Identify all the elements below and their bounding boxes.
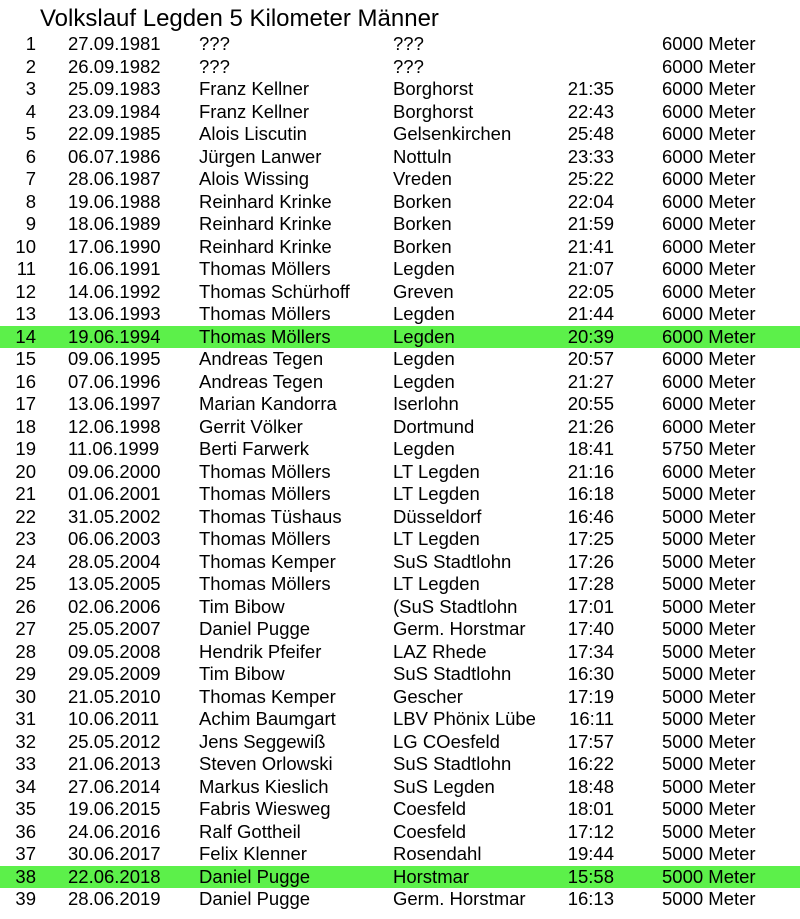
race-distance: 6000 Meter [662, 123, 756, 144]
race-distance: 6000 Meter [662, 325, 756, 347]
race-date: 09.06.1995 [68, 348, 161, 369]
race-distance: 6000 Meter [662, 168, 756, 189]
winner-name: Thomas Tüshaus [199, 505, 342, 527]
table-row [0, 888, 800, 911]
row-number: 14 [15, 325, 36, 347]
race-date: 25.09.1983 [68, 78, 161, 99]
race-date: 24.06.2016 [68, 820, 161, 842]
table-row [0, 506, 800, 529]
race-distance: 5000 Meter [662, 775, 756, 797]
table-row [0, 393, 800, 416]
table-row [0, 438, 800, 461]
winner-name: Daniel Pugge [199, 865, 311, 887]
race-date: 29.05.2009 [68, 663, 161, 684]
winner-club: Legden [393, 258, 455, 279]
winner-name: Fabris Wiesweg [199, 798, 331, 819]
row-number: 31 [15, 708, 36, 729]
race-distance: 5000 Meter [662, 843, 756, 864]
row-number: 1 [25, 33, 36, 54]
row-number: 4 [25, 100, 36, 122]
row-number: 10 [15, 235, 36, 257]
winner-name: Andreas Tegen [199, 348, 324, 369]
winner-name: Reinhard Krinke [199, 213, 332, 234]
table-row [0, 843, 800, 866]
row-number: 23 [15, 528, 36, 549]
race-distance: 6000 Meter [662, 393, 756, 414]
winner-name: Tim Bibow [199, 663, 285, 684]
race-date: 31.05.2002 [68, 505, 161, 527]
finish-time: 16:18 [567, 483, 614, 504]
race-date: 13.06.1993 [68, 303, 161, 324]
finish-time: 17:26 [567, 550, 614, 572]
race-date: 30.06.2017 [68, 843, 161, 864]
row-number: 24 [15, 550, 36, 572]
race-distance: 6000 Meter [662, 190, 756, 212]
table-row [0, 483, 800, 506]
finish-time: 17:40 [567, 618, 614, 639]
row-number: 11 [16, 258, 36, 279]
winner-club: Coesfeld [393, 798, 467, 819]
race-distance: 5000 Meter [662, 505, 756, 527]
winner-name: Achim Baumgart [199, 708, 336, 729]
race-distance: 6000 Meter [662, 460, 756, 482]
row-number: 6 [25, 145, 36, 167]
race-date: 22.09.1985 [68, 123, 161, 144]
winner-club: ??? [393, 33, 424, 54]
race-date: 23.09.1984 [68, 100, 161, 122]
winner-name: Thomas Möllers [199, 303, 331, 324]
race-distance: 5000 Meter [662, 483, 756, 504]
race-distance: 5000 Meter [662, 618, 756, 639]
winner-club: Greven [393, 280, 454, 302]
finish-time: 22:43 [567, 100, 614, 122]
row-number: 37 [15, 843, 36, 864]
winner-name: Thomas Möllers [199, 460, 331, 482]
row-number: 25 [15, 573, 36, 594]
table-row [0, 753, 800, 776]
race-date: 01.06.2001 [68, 483, 161, 504]
race-date: 27.06.2014 [68, 775, 161, 797]
finish-time: 21:27 [567, 370, 614, 392]
race-date: 16.06.1991 [68, 258, 161, 279]
row-number: 16 [15, 370, 36, 392]
row-number: 2 [25, 55, 36, 77]
race-distance: 5000 Meter [662, 753, 756, 774]
race-distance: 5000 Meter [662, 528, 756, 549]
finish-time: 18:01 [567, 798, 614, 819]
row-number: 33 [15, 753, 36, 774]
winner-club: SuS Stadtlohn [393, 663, 512, 684]
winner-club: Düsseldorf [393, 505, 482, 527]
race-distance: 6000 Meter [662, 280, 756, 302]
winner-name: Felix Klenner [199, 843, 307, 864]
winner-club: Vreden [393, 168, 452, 189]
table-row [0, 101, 800, 124]
winner-name: Thomas Möllers [199, 573, 331, 594]
row-number: 8 [25, 190, 36, 212]
winner-club: Rosendahl [393, 843, 482, 864]
row-number: 17 [15, 393, 36, 414]
finish-time: 18:41 [567, 438, 614, 459]
table-row [0, 731, 800, 754]
winner-name: Gerrit Völker [199, 415, 303, 437]
table-row [0, 281, 800, 304]
race-date: 10.06.2011 [68, 708, 160, 729]
winner-club: Iserlohn [393, 393, 459, 414]
row-number: 22 [15, 505, 36, 527]
winner-name: Daniel Pugge [199, 888, 311, 909]
row-number: 30 [15, 685, 36, 707]
row-number: 29 [15, 663, 36, 684]
race-distance: 6000 Meter [662, 100, 756, 122]
finish-time: 17:57 [567, 730, 614, 752]
row-number: 36 [15, 820, 36, 842]
row-number: 34 [15, 775, 36, 797]
winner-club: LT Legden [393, 460, 480, 482]
winner-club: LT Legden [393, 528, 480, 549]
winner-club: ??? [393, 55, 424, 77]
winner-name: Franz Kellner [199, 100, 310, 122]
finish-time: 21:44 [567, 303, 614, 324]
finish-time: 18:48 [567, 775, 614, 797]
race-date: 07.06.1996 [68, 370, 161, 392]
race-distance: 5000 Meter [662, 573, 756, 594]
finish-time: 15:58 [567, 865, 614, 887]
row-number: 5 [25, 123, 36, 144]
race-date: 14.06.1992 [68, 280, 161, 302]
finish-time: 21:26 [567, 415, 614, 437]
winner-club: Borken [393, 190, 452, 212]
race-date: 25.05.2007 [68, 618, 161, 639]
winner-name: Alois Liscutin [199, 123, 307, 144]
table-row [0, 528, 800, 551]
finish-time: 23:33 [567, 145, 614, 167]
race-date: 06.07.1986 [68, 145, 161, 167]
winner-club: Gelsenkirchen [393, 123, 512, 144]
race-date: 09.05.2008 [68, 640, 161, 662]
winner-name: Thomas Schürhoff [199, 280, 350, 302]
race-distance: 6000 Meter [662, 258, 756, 279]
winner-club: Germ. Horstmar [393, 888, 526, 909]
finish-time: 17:25 [567, 528, 614, 549]
winner-name: Thomas Möllers [199, 325, 331, 347]
table-row [0, 618, 800, 641]
row-number: 12 [15, 280, 36, 302]
race-date: 12.06.1998 [68, 415, 161, 437]
table-row [0, 573, 800, 596]
winner-name: Tim Bibow [199, 595, 285, 617]
finish-time: 16:22 [567, 753, 614, 774]
finish-time: 17:19 [567, 685, 614, 707]
winner-club: LT Legden [393, 483, 480, 504]
race-distance: 6000 Meter [662, 55, 756, 77]
race-date: 06.06.2003 [68, 528, 161, 549]
row-number: 35 [15, 798, 36, 819]
winner-name: Hendrik Pfeifer [199, 640, 322, 662]
race-distance: 6000 Meter [662, 303, 756, 324]
finish-time: 16:46 [567, 505, 614, 527]
winner-name: Berti Farwerk [199, 438, 309, 459]
winner-name: Jürgen Lanwer [199, 145, 322, 167]
winner-name: Daniel Pugge [199, 618, 311, 639]
finish-time: 21:41 [567, 235, 614, 257]
table-row [0, 461, 800, 484]
winner-name: ??? [199, 33, 230, 54]
table-row [0, 776, 800, 799]
race-date: 28.06.1987 [68, 168, 161, 189]
table-row [0, 56, 800, 79]
race-distance: 5000 Meter [662, 888, 756, 909]
finish-time: 19:44 [567, 843, 614, 864]
winner-club: Dortmund [393, 415, 475, 437]
table-row [0, 33, 800, 56]
winner-name: Thomas Möllers [199, 258, 331, 279]
race-distance: 6000 Meter [662, 370, 756, 392]
winner-name: Thomas Kemper [199, 550, 336, 572]
finish-time: 21:59 [567, 213, 614, 234]
race-date: 02.06.2006 [68, 595, 161, 617]
winner-club: Nottuln [393, 145, 452, 167]
winner-club: SuS Legden [393, 775, 495, 797]
winner-club: Horstmar [393, 865, 470, 887]
race-date: 11.06.1999 [68, 438, 160, 459]
table-row [0, 551, 800, 574]
race-distance: 5750 Meter [662, 438, 756, 459]
row-number: 15 [15, 348, 36, 369]
finish-time: 17:01 [567, 595, 614, 617]
table-row [0, 708, 800, 731]
race-date: 19.06.1988 [68, 190, 161, 212]
race-date: 13.06.1997 [68, 393, 161, 414]
table-row [0, 596, 800, 619]
page-title: Volkslauf Legden 5 Kilometer Männer [40, 5, 439, 32]
winner-name: Ralf Gottheil [199, 820, 301, 842]
finish-time: 22:05 [567, 280, 614, 302]
row-number: 39 [15, 888, 36, 909]
winner-name: Alois Wissing [199, 168, 309, 189]
race-distance: 6000 Meter [662, 33, 756, 54]
table-row [0, 191, 800, 214]
row-number: 19 [15, 438, 36, 459]
winner-club: LBV Phönix Lübe [393, 708, 536, 729]
race-date: 22.06.2018 [68, 865, 161, 887]
race-distance: 5000 Meter [662, 550, 756, 572]
winner-name: Thomas Möllers [199, 483, 331, 504]
winner-club: Borghorst [393, 78, 474, 99]
table-row [0, 168, 800, 191]
race-distance: 5000 Meter [662, 640, 756, 662]
winner-name: Markus Kieslich [199, 775, 329, 797]
winner-name: Thomas Möllers [199, 528, 331, 549]
race-distance: 6000 Meter [662, 415, 756, 437]
row-number: 13 [15, 303, 36, 324]
winner-club: Legden [393, 348, 455, 369]
finish-time: 25:22 [567, 168, 614, 189]
winner-club: (SuS Stadtlohn [393, 595, 518, 617]
winner-club: LT Legden [393, 573, 480, 594]
winner-club: Borken [393, 213, 452, 234]
race-date: 17.06.1990 [68, 235, 161, 257]
finish-time: 21:07 [567, 258, 614, 279]
table-row [0, 258, 800, 281]
finish-time: 25:48 [567, 123, 614, 144]
finish-time: 17:34 [567, 640, 614, 662]
race-date: 13.05.2005 [68, 573, 161, 594]
race-distance: 5000 Meter [662, 865, 756, 887]
winner-club: Legden [393, 438, 455, 459]
winner-name: Thomas Kemper [199, 685, 336, 707]
finish-time: 20:39 [567, 325, 614, 347]
table-row [0, 821, 800, 844]
row-number: 26 [15, 595, 36, 617]
row-number: 21 [15, 483, 36, 504]
winner-name: Steven Orlowski [199, 753, 333, 774]
finish-time: 16:30 [567, 663, 614, 684]
row-number: 9 [25, 213, 36, 234]
winner-club: Legden [393, 325, 455, 347]
table-row [0, 416, 800, 439]
race-date: 18.06.1989 [68, 213, 161, 234]
table-row [0, 663, 800, 686]
winner-club: SuS Stadtlohn [393, 753, 512, 774]
winner-name: Reinhard Krinke [199, 235, 332, 257]
row-number: 38 [15, 865, 36, 887]
race-distance: 5000 Meter [662, 708, 756, 729]
table-row [0, 213, 800, 236]
row-number: 32 [15, 730, 36, 752]
winner-club: LAZ Rhede [393, 640, 487, 662]
race-distance: 6000 Meter [662, 145, 756, 167]
finish-time: 22:04 [567, 190, 614, 212]
race-distance: 5000 Meter [662, 798, 756, 819]
row-number: 7 [25, 168, 36, 189]
race-date: 25.05.2012 [68, 730, 161, 752]
table-row [0, 303, 800, 326]
race-distance: 6000 Meter [662, 348, 756, 369]
race-date: 21.05.2010 [68, 685, 161, 707]
race-distance: 5000 Meter [662, 820, 756, 842]
winner-club: Coesfeld [393, 820, 467, 842]
row-number: 28 [15, 640, 36, 662]
table-row [0, 686, 800, 709]
table-row [0, 236, 800, 259]
finish-time: 21:16 [567, 460, 614, 482]
table-row-highlighted [0, 866, 800, 889]
race-date: 21.06.2013 [68, 753, 161, 774]
race-distance: 6000 Meter [662, 78, 756, 99]
winner-name: Andreas Tegen [199, 370, 324, 392]
race-date: 28.06.2019 [68, 888, 161, 909]
winner-name: Franz Kellner [199, 78, 310, 99]
table-row [0, 798, 800, 821]
winner-club: Borghorst [393, 100, 474, 122]
race-date: 09.06.2000 [68, 460, 161, 482]
finish-time: 16:11 [569, 708, 614, 729]
race-distance: 5000 Meter [662, 685, 756, 707]
row-number: 20 [15, 460, 36, 482]
row-number: 18 [15, 415, 36, 437]
table-row [0, 78, 800, 101]
table-row [0, 146, 800, 169]
winner-name: Reinhard Krinke [199, 190, 332, 212]
winner-name: Marian Kandorra [199, 393, 337, 414]
race-date: 28.05.2004 [68, 550, 161, 572]
race-distance: 5000 Meter [662, 595, 756, 617]
results-table [0, 33, 800, 911]
row-number: 3 [25, 78, 36, 99]
row-number: 27 [15, 618, 36, 639]
winner-name: ??? [199, 55, 230, 77]
winner-club: Legden [393, 370, 455, 392]
winner-club: Legden [393, 303, 455, 324]
winner-club: LG COesfeld [393, 730, 500, 752]
finish-time: 20:55 [567, 393, 614, 414]
winner-name: Jens Seggewiß [199, 730, 326, 752]
race-distance: 5000 Meter [662, 730, 756, 752]
finish-time: 20:57 [567, 348, 614, 369]
winner-club: SuS Stadtlohn [393, 550, 512, 572]
table-row [0, 348, 800, 371]
table-row [0, 641, 800, 664]
finish-time: 21:35 [567, 78, 614, 99]
table-row-highlighted [0, 326, 800, 349]
winner-club: Germ. Horstmar [393, 618, 526, 639]
race-date: 19.06.2015 [68, 798, 161, 819]
finish-time: 16:13 [567, 888, 614, 909]
race-date: 27.09.1981 [68, 33, 161, 54]
table-row [0, 371, 800, 394]
winner-club: Borken [393, 235, 452, 257]
race-distance: 6000 Meter [662, 235, 756, 257]
table-row [0, 123, 800, 146]
race-date: 19.06.1994 [68, 325, 161, 347]
winner-club: Gescher [393, 685, 463, 707]
finish-time: 17:12 [567, 820, 614, 842]
finish-time: 17:28 [567, 573, 614, 594]
race-distance: 6000 Meter [662, 213, 756, 234]
race-date: 26.09.1982 [68, 55, 161, 77]
race-distance: 5000 Meter [662, 663, 756, 684]
